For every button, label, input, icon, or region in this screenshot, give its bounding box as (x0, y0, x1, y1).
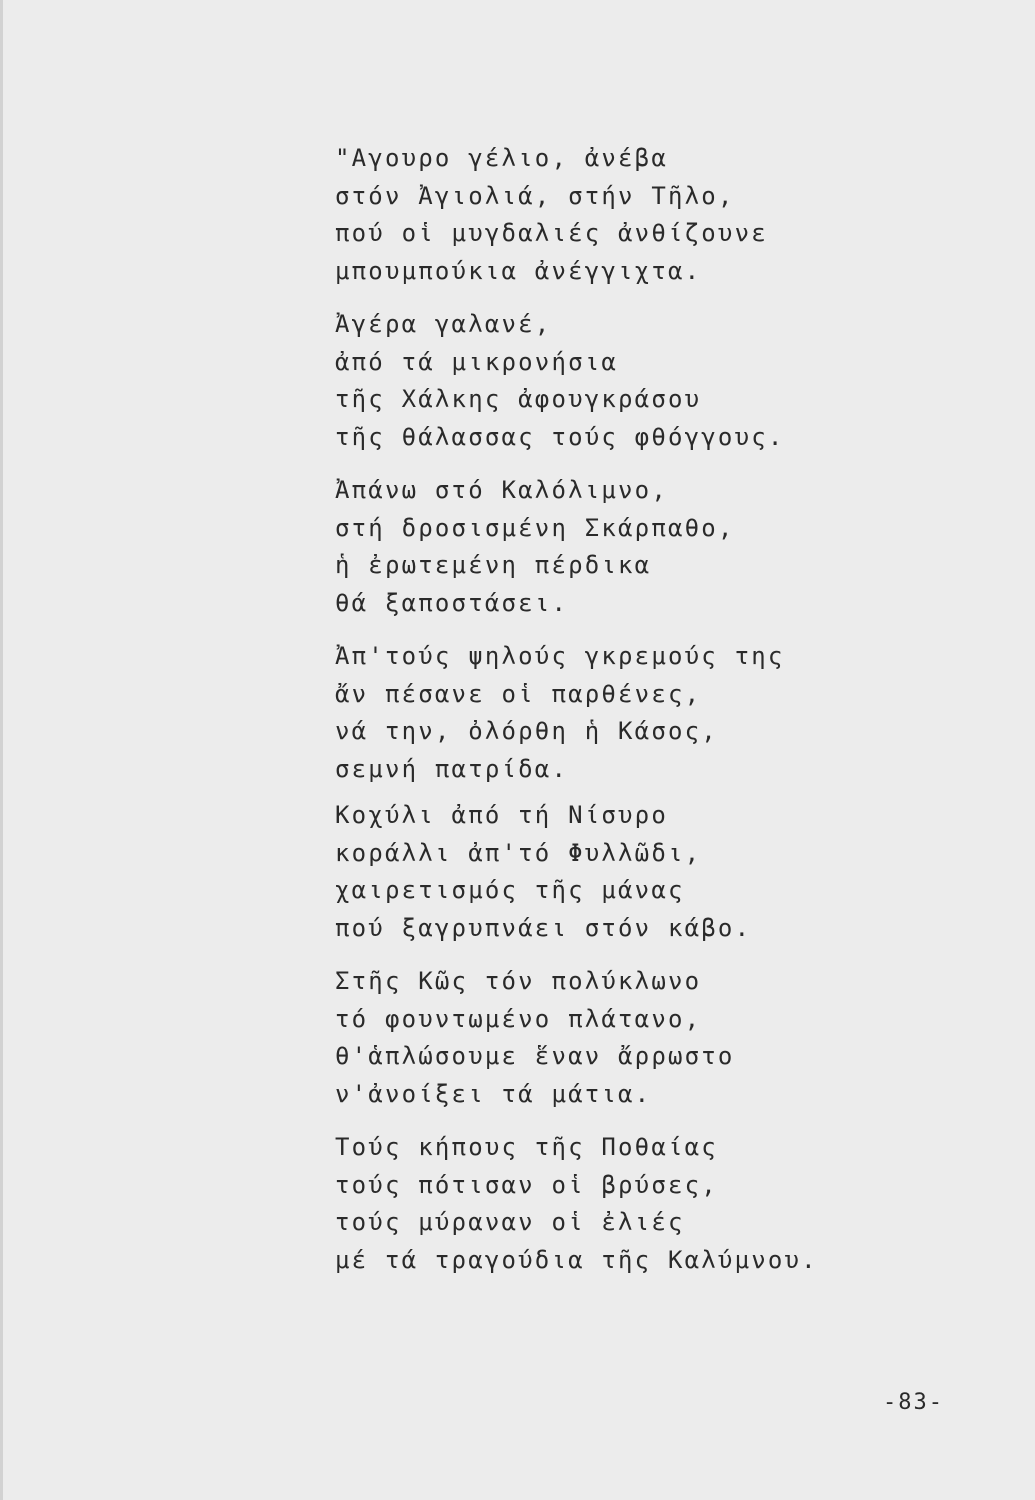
stanza-7 (335, 1129, 995, 1279)
poem-line: θ'ἁπλώσουμε ἕναν ἄρρωστο (335, 1042, 735, 1070)
poem-line: Ἀγέρα γαλανέ, (335, 310, 552, 338)
poem-line: τῆς θάλασσας τούς φθόγγους. (335, 422, 785, 451)
poem-line: Ἀπάνω στό Καλόλιμνο, (335, 476, 668, 504)
poem-line: μέ τά τραγούδια τῆς Καλύμνου. (335, 1245, 818, 1274)
poem-line: πού οἱ μυγδαλιές ἀνθίζουνε (335, 219, 768, 247)
poem-line: Στῆς Κῶς τόν πολύκλωνο (335, 967, 702, 995)
poem-line: θά ξαποστάσει. (335, 588, 569, 617)
stanza-1 (335, 140, 995, 290)
poem-line: ν'ἀνοίξει τά μάτια. (335, 1079, 652, 1108)
poem-line: τούς πότισαν οἱ βρύσες, (335, 1170, 718, 1199)
poem-line: Τούς κήπους τῆς Ποθαίας (335, 1133, 718, 1161)
stanza-6 (335, 963, 995, 1113)
stanza-3 (335, 472, 995, 622)
poem-line: ἄν πέσανε οἱ παρθένες, (335, 679, 702, 708)
poem-line: "Αγουρο γέλιο, ἀνέβα (335, 144, 668, 172)
poem-line: ἡ ἐρωτεμένη πέρδικα (335, 551, 652, 579)
poem-line: τούς μύραναν οἱ ἐλιές (335, 1208, 685, 1236)
poem-line: στόν Ἀγιολιά, στήν Τῆλο, (335, 181, 735, 210)
poem-line: τῆς Χάλκης ἀφουγκράσου (335, 385, 702, 413)
poem-line: νά την, ὀλόρθη ἡ Κάσος, (335, 717, 718, 745)
poem-line: στή δροσισμένη Σκάρπαθο, (335, 513, 735, 542)
stanza-4 (335, 638, 995, 788)
poem-line: σεμνή πατρίδα. (335, 754, 569, 783)
page-edge (0, 0, 3, 1500)
poem-line: ἀπό τά μικρονήσια (335, 347, 619, 376)
poem-line: Κοχύλι ἀπό τή Νίσυρο (335, 801, 668, 829)
poem-line: Ἀπ'τούς ψηλούς γκρεμούς της (335, 642, 785, 670)
poem (335, 140, 995, 1279)
poem-line: μπουμπούκια ἀνέγγιχτα. (335, 256, 702, 285)
poem-line: κοράλλι ἀπ'τό Φυλλῶδι, (335, 838, 702, 867)
poem-line: τό φουντωμένο πλάτανο, (335, 1004, 702, 1033)
stanza-5 (335, 797, 995, 947)
stanza-2 (335, 306, 995, 456)
poem-line: πού ξαγρυπνάει στόν κάβο. (335, 913, 752, 942)
poem-line: χαιρετισμός τῆς μάνας (335, 876, 685, 904)
page-number: -83- (883, 1390, 944, 1415)
